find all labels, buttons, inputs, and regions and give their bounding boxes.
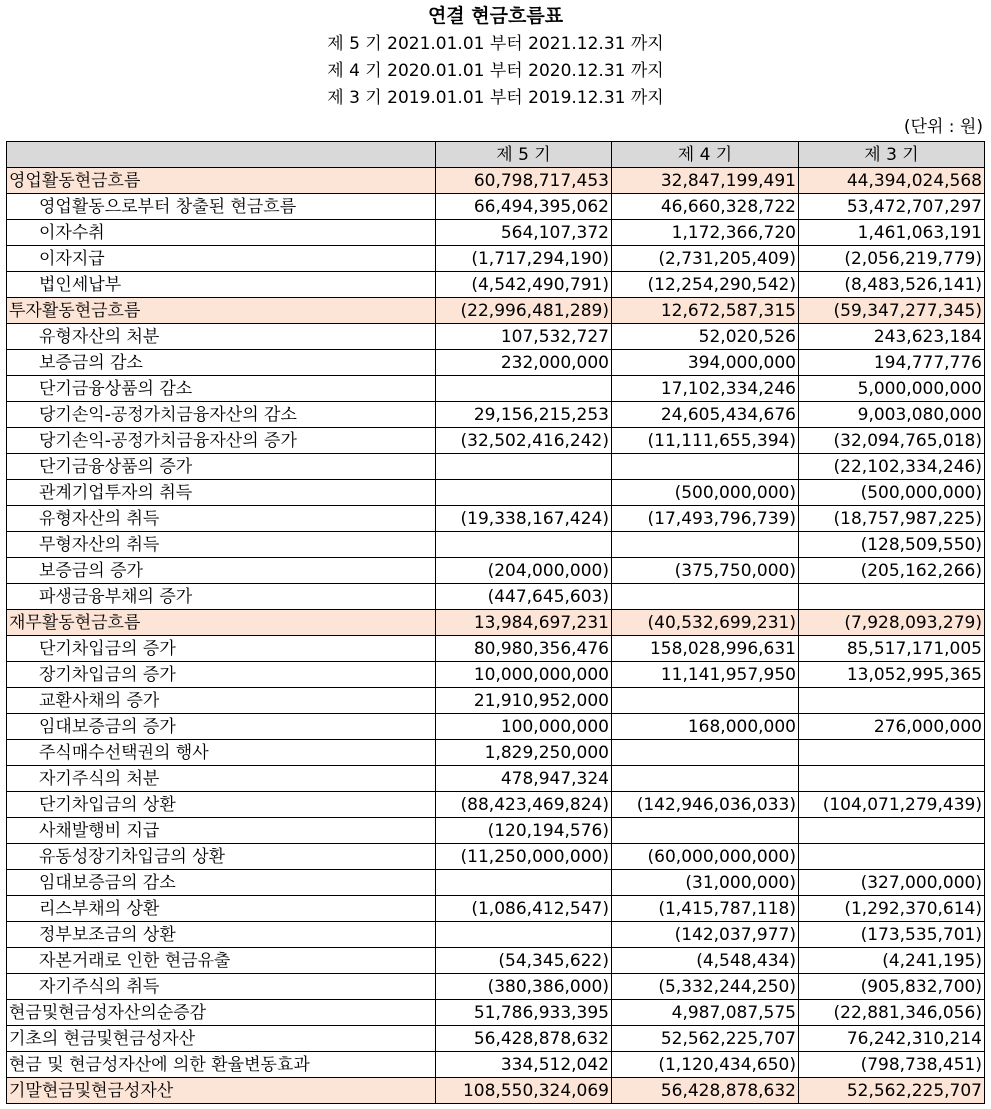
row-value-period-4 xyxy=(612,532,799,558)
row-value-period-3: (205,162,266) xyxy=(799,558,985,584)
table-row xyxy=(7,896,985,922)
row-value-period-5: (1,086,412,547) xyxy=(436,896,612,922)
table-row xyxy=(7,948,985,974)
table-row xyxy=(7,1026,985,1052)
row-label: 자기주식의 처분 xyxy=(7,766,436,792)
table-row xyxy=(7,792,985,818)
row-value-period-3: 1,461,063,191 xyxy=(799,220,985,246)
row-value-period-5: 334,512,042 xyxy=(436,1052,612,1078)
row-value-period-4 xyxy=(612,740,799,766)
row-label: 단기금융상품의 증가 xyxy=(7,454,436,480)
column-header-label xyxy=(7,142,436,168)
row-label: 단기금융상품의 감소 xyxy=(7,376,436,402)
table-row xyxy=(7,168,985,194)
table-row xyxy=(7,974,985,1000)
row-value-period-5: 100,000,000 xyxy=(436,714,612,740)
row-value-period-5: 80,980,356,476 xyxy=(436,636,612,662)
table-row xyxy=(7,688,985,714)
row-value-period-3: 276,000,000 xyxy=(799,714,985,740)
row-value-period-4: 158,028,996,631 xyxy=(612,636,799,662)
row-label: 법인세납부 xyxy=(7,272,436,298)
row-value-period-3: (4,241,195) xyxy=(799,948,985,974)
table-row xyxy=(7,480,985,506)
row-value-period-4: 168,000,000 xyxy=(612,714,799,740)
row-value-period-5: 478,947,324 xyxy=(436,766,612,792)
row-value-period-3: (104,071,279,439) xyxy=(799,792,985,818)
row-value-period-5: 564,107,372 xyxy=(436,220,612,246)
row-value-period-5: 13,984,697,231 xyxy=(436,610,612,636)
row-value-period-4 xyxy=(612,688,799,714)
row-value-period-4: (1,120,434,650) xyxy=(612,1052,799,1078)
row-value-period-4: (1,415,787,118) xyxy=(612,896,799,922)
table-row xyxy=(7,532,985,558)
row-value-period-3: 243,623,184 xyxy=(799,324,985,350)
row-value-period-3: 5,000,000,000 xyxy=(799,376,985,402)
table-row xyxy=(7,636,985,662)
table-row xyxy=(7,428,985,454)
table-header-row xyxy=(7,142,985,168)
unit-label: (단위 : 원) xyxy=(903,117,983,137)
row-label: 재무활동현금흐름 xyxy=(7,610,436,636)
row-value-period-5: 21,910,952,000 xyxy=(436,688,612,714)
row-label: 정부보조금의 상환 xyxy=(7,922,436,948)
row-value-period-5: (19,338,167,424) xyxy=(436,506,612,532)
row-value-period-3: (22,881,346,056) xyxy=(799,1000,985,1026)
row-value-period-4: (11,111,655,394) xyxy=(612,428,799,454)
row-value-period-4: 4,987,087,575 xyxy=(612,1000,799,1026)
period-line-4: 제 4 기 2020.01.01 부터 2020.12.31 까지 xyxy=(327,61,664,81)
table-row xyxy=(7,506,985,532)
table-row xyxy=(7,220,985,246)
table-row xyxy=(7,454,985,480)
row-value-period-3: (798,738,451) xyxy=(799,1052,985,1078)
row-value-period-3: 53,472,707,297 xyxy=(799,194,985,220)
row-label: 이자수취 xyxy=(7,220,436,246)
row-value-period-3: 9,003,080,000 xyxy=(799,402,985,428)
row-value-period-3: (32,094,765,018) xyxy=(799,428,985,454)
row-value-period-5 xyxy=(436,376,612,402)
row-label: 교환사채의 증가 xyxy=(7,688,436,714)
row-value-period-4: 394,000,000 xyxy=(612,350,799,376)
row-value-period-3: 85,517,171,005 xyxy=(799,636,985,662)
row-value-period-4: (375,750,000) xyxy=(612,558,799,584)
row-value-period-4: (60,000,000,000) xyxy=(612,844,799,870)
row-value-period-5: 56,428,878,632 xyxy=(436,1026,612,1052)
row-value-period-3: 13,052,995,365 xyxy=(799,662,985,688)
row-value-period-3: (22,102,334,246) xyxy=(799,454,985,480)
row-label: 이자지급 xyxy=(7,246,436,272)
row-value-period-4: (12,254,290,542) xyxy=(612,272,799,298)
row-value-period-5 xyxy=(436,480,612,506)
row-label: 임대보증금의 증가 xyxy=(7,714,436,740)
column-header-period-5: 제 5 기 xyxy=(436,142,612,168)
row-value-period-4: (500,000,000) xyxy=(612,480,799,506)
row-label: 임대보증금의 감소 xyxy=(7,870,436,896)
table-row xyxy=(7,194,985,220)
row-label: 자본거래로 인한 현금유출 xyxy=(7,948,436,974)
row-value-period-5: (1,717,294,190) xyxy=(436,246,612,272)
row-value-period-5: (4,542,490,791) xyxy=(436,272,612,298)
row-label: 현금 및 현금성자산에 의한 환율변동효과 xyxy=(7,1052,436,1078)
row-value-period-3 xyxy=(799,844,985,870)
table-row xyxy=(7,324,985,350)
row-value-period-5: 107,532,727 xyxy=(436,324,612,350)
row-value-period-4: 17,102,334,246 xyxy=(612,376,799,402)
row-label: 장기차입금의 증가 xyxy=(7,662,436,688)
row-label: 무형자산의 취득 xyxy=(7,532,436,558)
row-label: 기초의 현금및현금성자산 xyxy=(7,1026,436,1052)
table-row xyxy=(7,1052,985,1078)
table-row xyxy=(7,610,985,636)
table-row xyxy=(7,714,985,740)
row-value-period-5: (447,645,603) xyxy=(436,584,612,610)
table-row xyxy=(7,662,985,688)
table-row xyxy=(7,922,985,948)
row-value-period-3: (8,483,526,141) xyxy=(799,272,985,298)
row-label: 사채발행비 지급 xyxy=(7,818,436,844)
column-header-period-4: 제 4 기 xyxy=(612,142,799,168)
table-row xyxy=(7,584,985,610)
row-value-period-3 xyxy=(799,766,985,792)
row-value-period-4 xyxy=(612,766,799,792)
row-value-period-4: 12,672,587,315 xyxy=(612,298,799,324)
row-value-period-3: (500,000,000) xyxy=(799,480,985,506)
row-value-period-4: 24,605,434,676 xyxy=(612,402,799,428)
row-value-period-4: 32,847,199,491 xyxy=(612,168,799,194)
row-value-period-5: (32,502,416,242) xyxy=(436,428,612,454)
row-value-period-3 xyxy=(799,584,985,610)
row-label: 유형자산의 취득 xyxy=(7,506,436,532)
row-label: 주식매수선택권의 행사 xyxy=(7,740,436,766)
table-row xyxy=(7,1078,985,1104)
row-value-period-5: 29,156,215,253 xyxy=(436,402,612,428)
row-label: 영업활동현금흐름 xyxy=(7,168,436,194)
row-value-period-5: 51,786,933,395 xyxy=(436,1000,612,1026)
row-value-period-3: (2,056,219,779) xyxy=(799,246,985,272)
row-value-period-3 xyxy=(799,818,985,844)
row-value-period-4: (17,493,796,739) xyxy=(612,506,799,532)
row-value-period-3: 44,394,024,568 xyxy=(799,168,985,194)
row-value-period-4 xyxy=(612,584,799,610)
row-value-period-5: (120,194,576) xyxy=(436,818,612,844)
cash-flow-table xyxy=(6,141,985,1104)
row-value-period-4: (31,000,000) xyxy=(612,870,799,896)
row-label: 기말현금및현금성자산 xyxy=(7,1078,436,1104)
table-row xyxy=(7,870,985,896)
row-value-period-3: 52,562,225,707 xyxy=(799,1078,985,1104)
table-row xyxy=(7,818,985,844)
period-line-5: 제 5 기 2021.01.01 부터 2021.12.31 까지 xyxy=(327,34,664,54)
row-value-period-4: 52,020,526 xyxy=(612,324,799,350)
row-value-period-5: (88,423,469,824) xyxy=(436,792,612,818)
row-label: 영업활동으로부터 창출된 현금흐름 xyxy=(7,194,436,220)
table-row xyxy=(7,298,985,324)
row-value-period-5: 108,550,324,069 xyxy=(436,1078,612,1104)
row-value-period-4: 52,562,225,707 xyxy=(612,1026,799,1052)
row-label: 유형자산의 처분 xyxy=(7,324,436,350)
row-value-period-5: (11,250,000,000) xyxy=(436,844,612,870)
row-value-period-5: 1,829,250,000 xyxy=(436,740,612,766)
row-label: 현금및현금성자산의순증감 xyxy=(7,1000,436,1026)
column-header-period-3: 제 3 기 xyxy=(799,142,985,168)
table-row xyxy=(7,766,985,792)
row-value-period-4: (2,731,205,409) xyxy=(612,246,799,272)
row-value-period-5: (54,345,622) xyxy=(436,948,612,974)
row-value-period-5: (204,000,000) xyxy=(436,558,612,584)
row-label: 단기차입금의 상환 xyxy=(7,792,436,818)
row-label: 유동성장기차입금의 상환 xyxy=(7,844,436,870)
row-value-period-4: 1,172,366,720 xyxy=(612,220,799,246)
row-value-period-3: (173,535,701) xyxy=(799,922,985,948)
row-value-period-4: (142,946,036,033) xyxy=(612,792,799,818)
row-value-period-3: 76,242,310,214 xyxy=(799,1026,985,1052)
table-row xyxy=(7,272,985,298)
row-value-period-3: (1,292,370,614) xyxy=(799,896,985,922)
row-label: 보증금의 증가 xyxy=(7,558,436,584)
row-value-period-3: 194,777,776 xyxy=(799,350,985,376)
row-value-period-5: 66,494,395,062 xyxy=(436,194,612,220)
row-value-period-3: (128,509,550) xyxy=(799,532,985,558)
row-label: 자기주식의 취득 xyxy=(7,974,436,1000)
page-title: 연결 현금흐름표 xyxy=(427,5,564,27)
row-value-period-4: (142,037,977) xyxy=(612,922,799,948)
row-value-period-3 xyxy=(799,740,985,766)
table-row xyxy=(7,844,985,870)
row-label: 관계기업투자의 취득 xyxy=(7,480,436,506)
row-value-period-4: 46,660,328,722 xyxy=(612,194,799,220)
table-row xyxy=(7,740,985,766)
table-row xyxy=(7,376,985,402)
row-value-period-4: 11,141,957,950 xyxy=(612,662,799,688)
row-label: 파생금융부채의 증가 xyxy=(7,584,436,610)
table-row xyxy=(7,402,985,428)
row-label: 단기차입금의 증가 xyxy=(7,636,436,662)
row-value-period-5 xyxy=(436,532,612,558)
row-label: 리스부채의 상환 xyxy=(7,896,436,922)
row-value-period-4: (40,532,699,231) xyxy=(612,610,799,636)
row-label: 투자활동현금흐름 xyxy=(7,298,436,324)
period-line-3: 제 3 기 2019.01.01 부터 2019.12.31 까지 xyxy=(327,88,664,108)
row-label: 보증금의 감소 xyxy=(7,350,436,376)
row-value-period-3: (18,757,987,225) xyxy=(799,506,985,532)
table-row xyxy=(7,246,985,272)
row-value-period-5 xyxy=(436,922,612,948)
row-value-period-5: 60,798,717,453 xyxy=(436,168,612,194)
row-value-period-4: 56,428,878,632 xyxy=(612,1078,799,1104)
row-value-period-4 xyxy=(612,818,799,844)
row-value-period-3: (905,832,700) xyxy=(799,974,985,1000)
table-row xyxy=(7,350,985,376)
row-value-period-3 xyxy=(799,688,985,714)
row-label: 당기손익-공정가치금융자산의 증가 xyxy=(7,428,436,454)
row-value-period-4 xyxy=(612,454,799,480)
row-value-period-5 xyxy=(436,454,612,480)
row-label: 당기손익-공정가치금융자산의 감소 xyxy=(7,402,436,428)
row-value-period-5: 10,000,000,000 xyxy=(436,662,612,688)
table-row xyxy=(7,558,985,584)
row-value-period-3: (59,347,277,345) xyxy=(799,298,985,324)
row-value-period-5: (22,996,481,289) xyxy=(436,298,612,324)
row-value-period-4: (5,332,244,250) xyxy=(612,974,799,1000)
row-value-period-5: 232,000,000 xyxy=(436,350,612,376)
table-row xyxy=(7,1000,985,1026)
row-value-period-5: (380,386,000) xyxy=(436,974,612,1000)
row-value-period-3: (7,928,093,279) xyxy=(799,610,985,636)
row-value-period-5 xyxy=(436,870,612,896)
table-body xyxy=(7,168,985,1104)
row-value-period-3: (327,000,000) xyxy=(799,870,985,896)
row-value-period-4: (4,548,434) xyxy=(612,948,799,974)
